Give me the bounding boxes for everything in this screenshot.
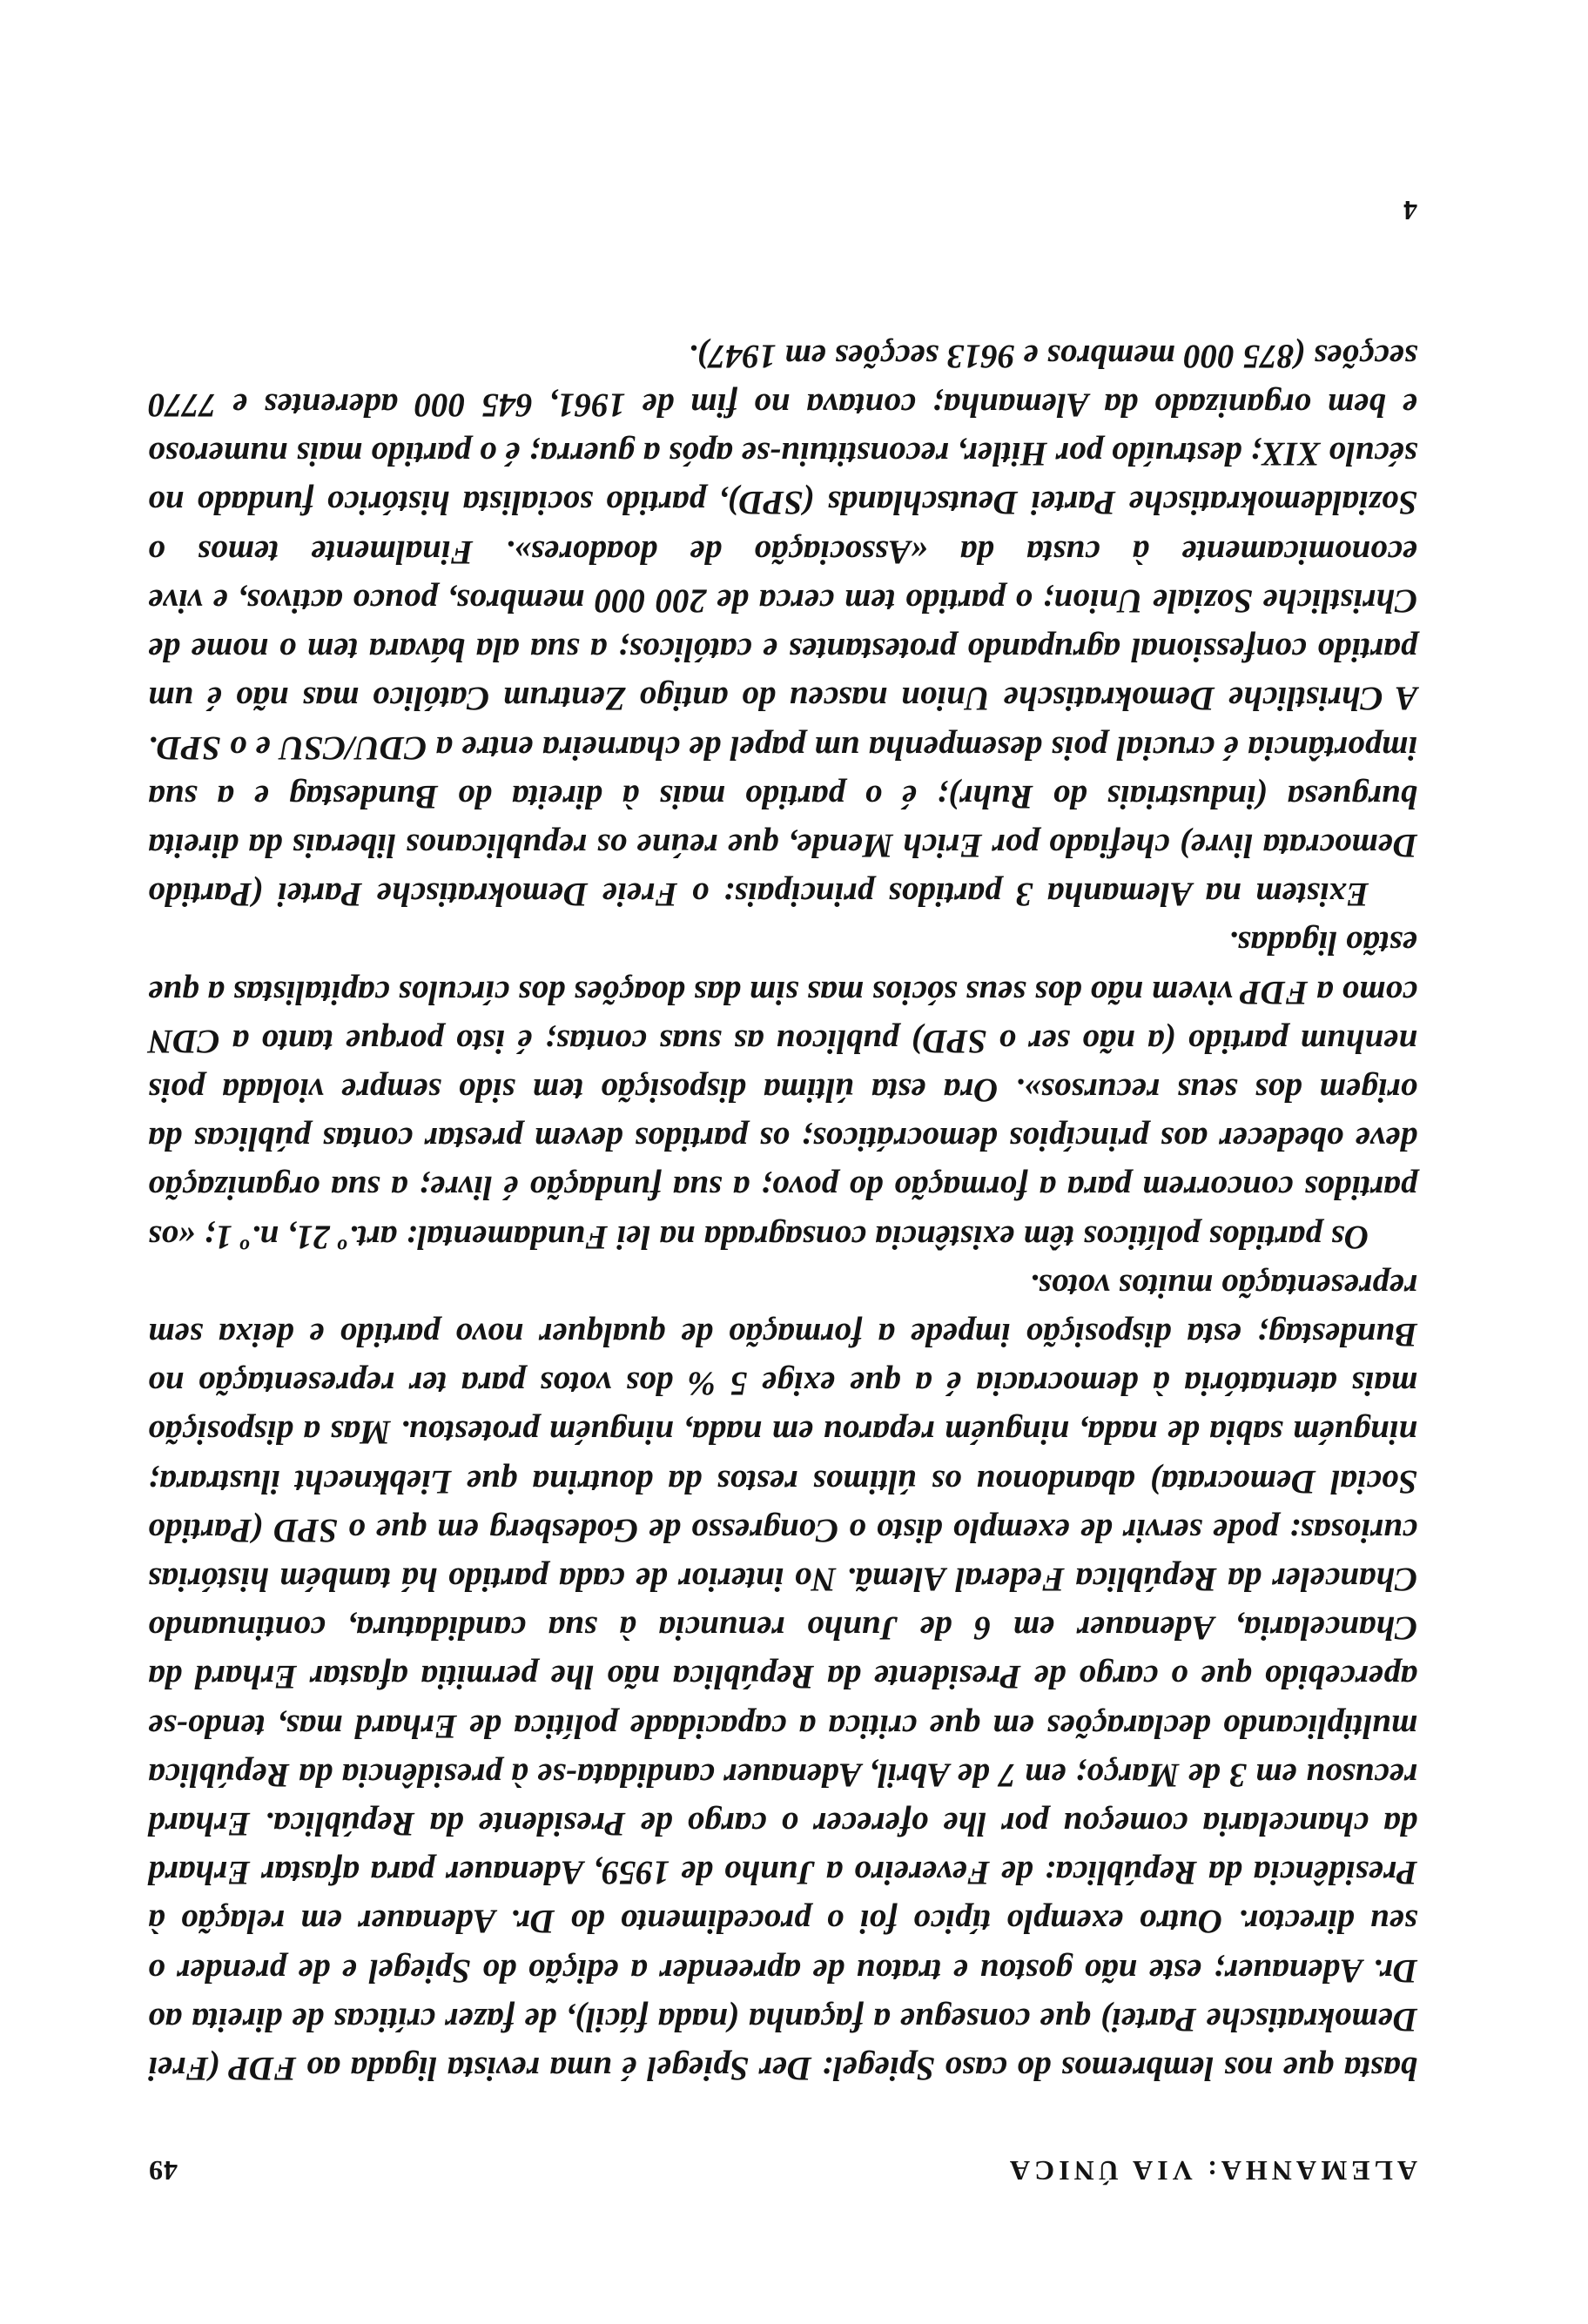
paragraph-3: Existem na Alemanha 3 partidos principais: o Freie Demokratische Partei (Partido Democrata livre) chefiado por Erich Mende, que reúne os republicanos liberais da direita burguesa (industriais do Ruhr); é o partido mais à direita do Bundestag e a sua importância é crucial pois desempenha um papel de charneira entre a CDU/CSU e o SPD. A Christliche Demokratische Union nasceu do antigo Zentrum Católico mas não é um partido confessional agrupando protestantes e católicos; a sua ala bávara tem o nome de Christliche Soziale Union; o partido tem cerca de 200 000 membros, pouco activos, e vive economicamente à custa da «Associação de doadores». Finalmente temos o Sozialdemokratische Partei Deutschlands (SPD), partido socialista histórico fundado no século XIX; destruído por Hitler, reconstituiu-se após a guerra; é o partido mais numeroso e bem organizado da Alemanha; contava no fim de 1961, 645 000 aderentes e 7770 secções (875 000 membros e 9613 secções em 1947).	[148, 337, 1417, 914]
running-head-title: ALEMANHA: VIA ÚNICA	[1005, 2155, 1417, 2186]
folio-mark: 4	[1403, 195, 1417, 226]
paragraph-2: Os partidos políticos têm existência consagrada na lei Fundamental: art.º 21, n.º 1; «os partidos concorrem para a formação do povo; a sua fundação é livre; a sua organização deve obedecer aos princípios democráticos; os partidos devem prestar contas públicas da origem dos seus recursos». Ora esta última disposição tem sido sempre violada pois nenhum partido (a não ser o SPD) publicou as suas contas; é isto porque tanto a CDN como a FDP vivem não dos seus sócios mas sim das doações dos círculos capitalistas a que estão ligadas.	[148, 924, 1417, 1256]
body-text	[148, 332, 1417, 2092]
running-head	[148, 2145, 1417, 2186]
page-number: 49	[148, 2155, 178, 2186]
paragraph-1: basta que nos lembremos do caso Spiegel: Der Spiegel é uma revista ligada ao FDP (Frei Demokratische Partei) que consegue a façanha (nada fácil), de fazer críticas de direita ao Dr. Adenauer; este não gostou e tratou de apreender a edição do Spiegel e de prender o seu director. Outro exemplo típico foi o procedimento do Dr. Adenauer em relação à Presidência da República: de Fevereiro a Junho de 1959, Adenauer para afastar Erhard da chancelaria começou por lhe oferecer o cargo de Presidente da República. Erhard recusou em 3 de Março; em 7 de Abril, Adenauer candidata-se à presidência da República multiplicando declarações em que critica a capacidade política de Erhard mas, tendo-se apercebido que o cargo de Presidente da República não lhe permitia afastar Erhard da Chancelaria, Adenauer em 6 de Junho renuncia à sua candidatura, continuando Chanceler da República Federal Alemã. No interior de cada partido há também histórias curiosas: pode servir de exemplo disto o Congresso de Godesberg em que o SPD (Partido Social Democrata) abandonou os últimos restos da doutrina que Liebknecht ilustrara; ninguém sabia de nada, ninguém reparou em nada, ninguém protestou. Mas a disposição mais atentatória à democracia é a que exige 5 % dos votos para ter representação no Bundestag; esta disposição impede a formação de qualquer novo partido e deixa sem representação muitos votos.	[148, 1266, 1417, 2087]
